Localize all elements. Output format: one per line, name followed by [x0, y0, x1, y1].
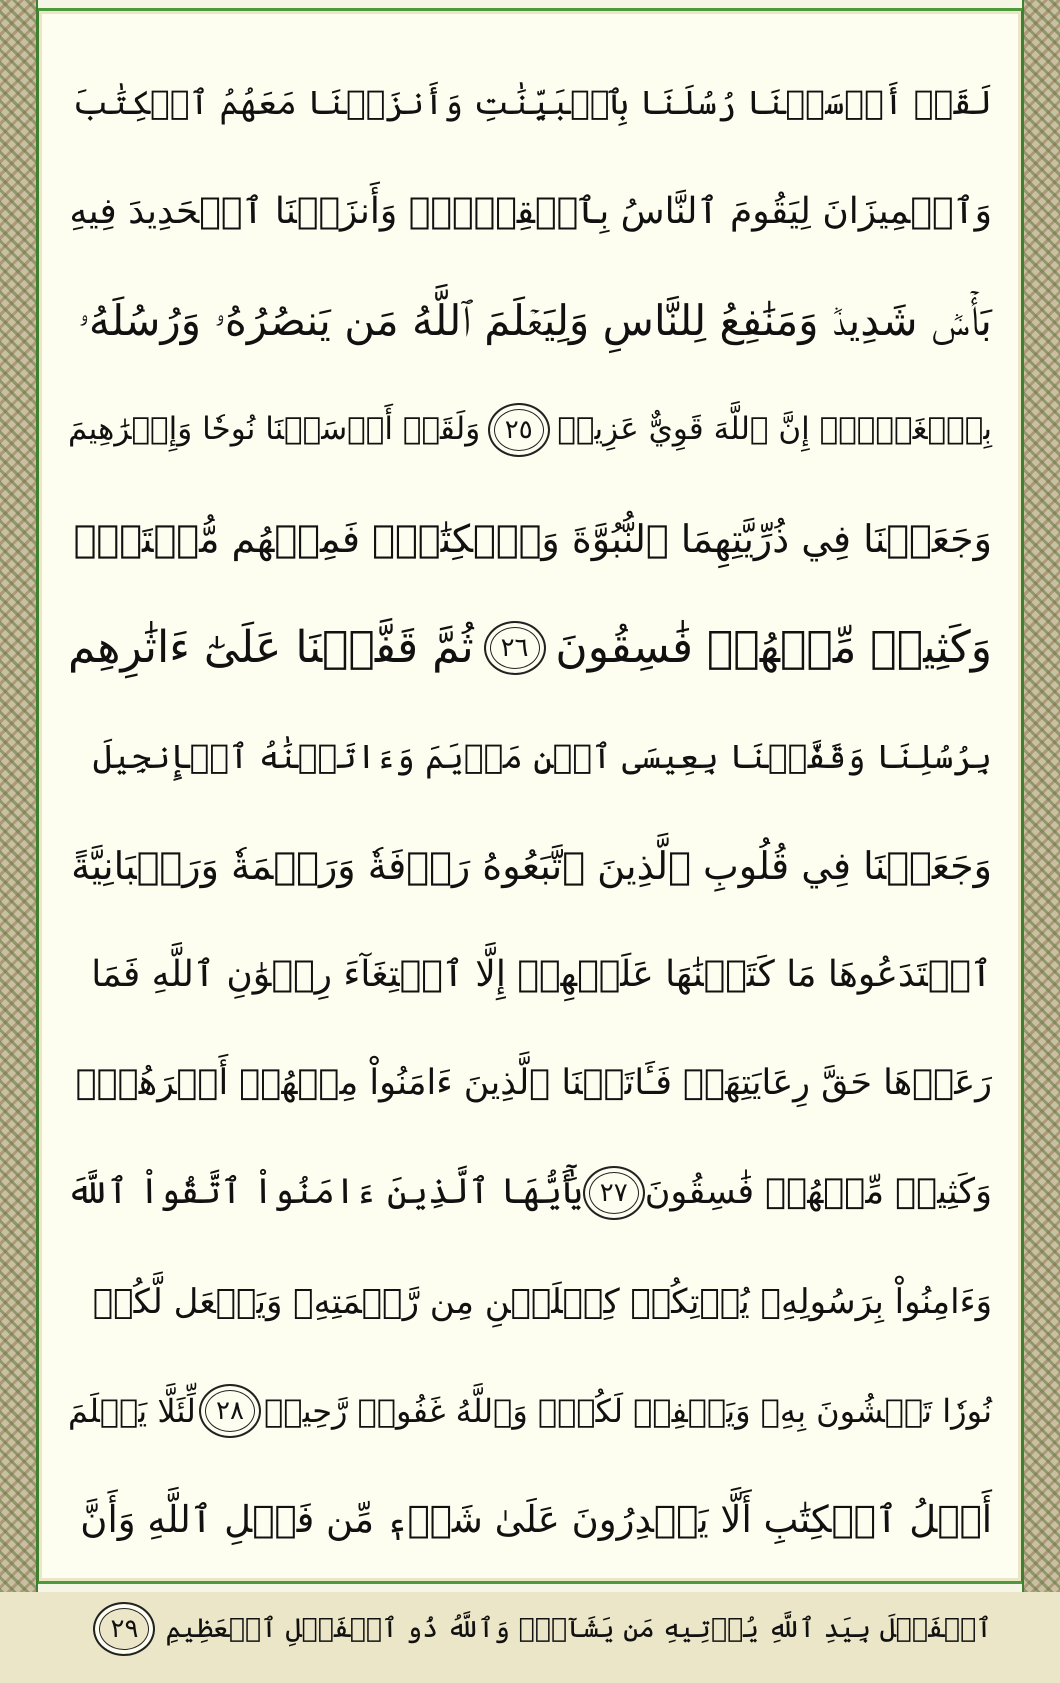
- ayah-number-marker: ٢٥: [488, 403, 550, 457]
- ayah-number-marker: ٢٧: [583, 1166, 645, 1220]
- line-text-after-ayah: لِّئَلَّا يَعۡلَمَ: [68, 1391, 196, 1430]
- line-text-after-ayah: ثُمَّ قَفَّيۡنَا عَلَىٰٓ ءَاثَٰرِهِم: [68, 621, 474, 673]
- ayah-number-marker: ٢٨: [199, 1384, 261, 1438]
- text-line-4: [68, 375, 992, 484]
- text-line-13: [68, 1356, 992, 1465]
- text-line-14: [68, 1465, 992, 1574]
- text-line-7: [68, 702, 992, 811]
- line-text: وَءَامِنُواْ بِرَسُولِهِۦ يُؤۡتِكُمۡ كِفۡلَيۡنِ مِن رَّحۡمَتِهِۦ وَيَجۡعَل لَّكُمۡ: [92, 1281, 992, 1322]
- text-line-10: [68, 1029, 992, 1138]
- text-line-3: [68, 266, 992, 375]
- right-ornamental-border: [1021, 0, 1060, 1592]
- line-text-before-ayah: وَكَثِيرٞ مِّنۡهُمۡ فَٰسِقُونَ: [644, 1172, 992, 1212]
- line-text-before-ayah: وَكَثِيرٞ مِّنۡهُمۡ فَٰسِقُونَ: [555, 621, 992, 673]
- line-text: لَقَدۡ أَرۡسَلۡنَا رُسُلَنَا بِٱلۡبَيِّنَٰتِ وَأَنزَلۡنَا مَعَهُمُ ٱلۡكِتَٰبَ: [72, 83, 992, 122]
- line-text-before-ayah: بِٱلۡغَيۡبِۚ إِنَّ ٱللَّهَ قَوِيٌّ عَزِيزٞ: [557, 411, 992, 447]
- text-line-8: [68, 811, 992, 920]
- text-line-1: [68, 48, 992, 157]
- line-text: وَجَعَلۡنَا فِي ذُرِّيَّتِهِمَا ٱلنُّبُوَّةَ وَٱلۡكِتَٰبَۖ فَمِنۡهُم مُّهۡتَدٖۖ: [73, 516, 992, 561]
- text-line-12: [68, 1247, 992, 1356]
- line-text: أَهۡلُ ٱلۡكِتَٰبِ أَلَّا يَقۡدِرُونَ عَلَىٰ شَيۡءٖ مِّن فَضۡلِ ٱللَّهِ وَأَنَّ: [80, 1498, 992, 1541]
- left-ornamental-border: [0, 0, 39, 1592]
- line-text: بِرُسُلِنَا وَقَفَّيۡنَا بِعِيسَى ٱبۡنِ مَرۡيَمَ وَءَاتَيۡنَٰهُ ٱلۡإِنجِيلَ: [92, 737, 992, 776]
- text-line-11: [68, 1138, 992, 1247]
- ayah-number-marker: ٢٦: [484, 621, 546, 675]
- line-text-after-ayah: يَٰٓأَيُّهَا ٱلَّذِينَ ءَامَنُواْ ٱتَّقُواْ ٱللَّهَ: [66, 1172, 583, 1212]
- text-line-5: [68, 484, 992, 593]
- text-line-6: [68, 593, 992, 702]
- ayah-number-marker: ٢٩: [93, 1602, 155, 1656]
- line-text-before-ayah: نُورٗا تَمۡشُونَ بِهِۦ وَيَغۡفِرۡ لَكُمۡۚ وَٱللَّهُ غَفُورٞ رَّحِيمٞ: [264, 1391, 992, 1430]
- line-text: ٱبۡتَدَعُوهَا مَا كَتَبۡنَٰهَا عَلَيۡهِمۡ إِلَّا ٱبۡتِغَآءَ رِضۡوَٰنِ ٱللَّهِ فَمَا: [91, 953, 992, 995]
- top-frame-rule: [38, 0, 1022, 11]
- line-text: رَعَوۡهَا حَقَّ رِعَايَتِهَاۖ فَـَٔاتَيۡنَا ٱلَّذِينَ ءَامَنُواْ مِنۡهُمۡ أَجۡرَهُمۡۖ: [75, 1063, 992, 1103]
- line-text: وَجَعَلۡنَا فِي قُلُوبِ ٱلَّذِينَ ٱتَّبَعُوهُ رَأۡفَةٗ وَرَحۡمَةٗ وَرَهۡبَانِيَّةً: [71, 843, 992, 888]
- text-line-9: [68, 920, 992, 1029]
- line-text: وَٱلۡمِيزَانَ لِيَقُومَ ٱلنَّاسُ بِٱلۡقِسۡطِۖ وَأَنزَلۡنَا ٱلۡحَدِيدَ فِيهِ: [69, 190, 992, 232]
- line-text: بَأۡسٞ شَدِيدٞ وَمَنَٰفِعُ لِلنَّاسِ وَلِيَعۡلَمَ ٱللَّهُ مَن يَنصُرُهُۥ وَرُسُلَهُۥ: [78, 295, 992, 345]
- quran-text-area: [42, 14, 1018, 1644]
- text-line-2: [68, 157, 992, 266]
- line-text-before-ayah: ٱلۡفَضۡلَ بِيَدِ ٱللَّهِ يُؤۡتِيهِ مَن يَشَآءُۚ وَٱللَّهُ ذُو ٱلۡفَضۡلِ ٱلۡعَظِيمِ: [165, 1613, 992, 1644]
- line-text-after-ayah: وَلَقَدۡ أَرۡسَلۡنَا نُوحٗا وَإِبۡرَٰهِيمَ: [68, 411, 481, 447]
- text-line-15: [68, 1574, 992, 1683]
